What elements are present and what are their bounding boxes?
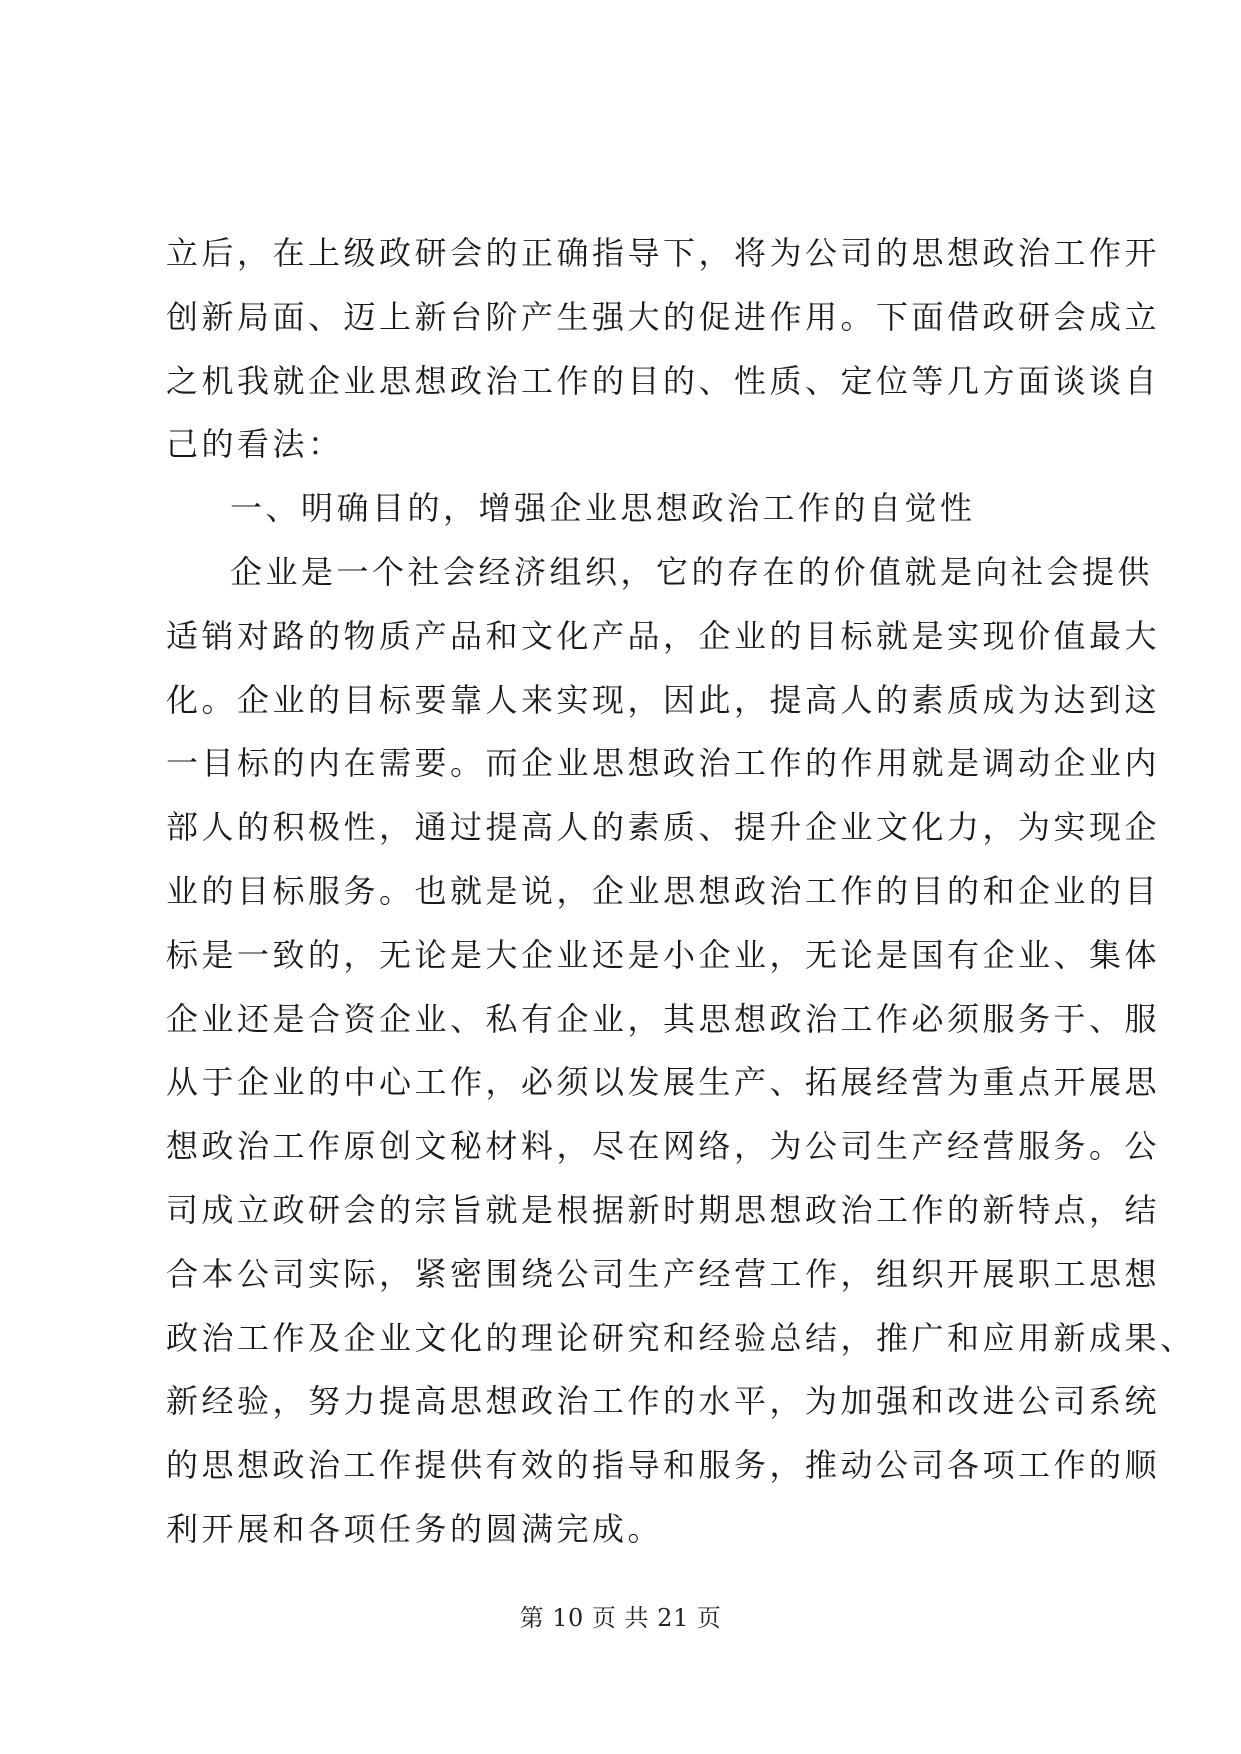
text-line: 适销对路的物质产品和文化产品，企业的目标就是实现价值最大 bbox=[166, 616, 1161, 655]
text-line: 化。企业的目标要靠人来实现，因此，提高人的素质成为达到这 bbox=[166, 680, 1161, 719]
text-line: 己的看法： bbox=[166, 425, 344, 464]
text-line: 业的目标服务。也就是说，企业思想政治工作的目的和企业的目 bbox=[166, 871, 1161, 910]
section-heading: 一、明确目的，增强企业思想政治工作的自觉性 bbox=[230, 489, 976, 528]
text-line: 利开展和各项任务的圆满完成。 bbox=[166, 1509, 664, 1548]
page-number-footer: 第 10 页 共 21 页 bbox=[519, 1604, 722, 1632]
text-line: 企业是一个社会经济组织，它的存在的价值就是向社会提供 bbox=[230, 552, 1154, 591]
text-line: 新经验，努力提高思想政治工作的水平，为加强和改进公司系统 bbox=[166, 1382, 1161, 1421]
text-line: 企业还是合资企业、私有企业，其思想政治工作必须服务于、服 bbox=[166, 999, 1161, 1038]
text-line: 政治工作及企业文化的理论研究和经验总结，推广和应用新成果、 bbox=[166, 1318, 1196, 1357]
text-line: 的思想政治工作提供有效的指导和服务，推动公司各项工作的顺 bbox=[166, 1446, 1161, 1485]
text-line: 标是一致的，无论是大企业还是小企业，无论是国有企业、集体 bbox=[166, 935, 1161, 974]
text-line: 合本公司实际，紧密围绕公司生产经营工作，组织开展职工思想 bbox=[166, 1254, 1161, 1293]
text-line: 部人的积极性，通过提高人的素质、提升企业文化力，为实现企 bbox=[166, 808, 1161, 847]
text-line: 立后，在上级政研会的正确指导下，将为公司的思想政治工作开 bbox=[166, 234, 1161, 272]
text-line: 想政治工作原创文秘材料，尽在网络，为公司生产经营服务。公 bbox=[166, 1127, 1161, 1166]
text-line: 创新局面、迈上新台阶产生强大的促进作用。下面借政研会成立 bbox=[166, 297, 1161, 336]
text-line: 之机我就企业思想政治工作的目的、性质、定位等几方面谈谈自 bbox=[166, 361, 1161, 400]
text-line: 司成立政研会的宗旨就是根据新时期思想政治工作的新特点，结 bbox=[166, 1190, 1161, 1229]
text-line: 从于企业的中心工作，必须以发展生产、拓展经营为重点开展思 bbox=[166, 1063, 1161, 1102]
text-line: 一目标的内在需要。而企业思想政治工作的作用就是调动企业内 bbox=[166, 744, 1161, 783]
document-body bbox=[166, 222, 1196, 1562]
